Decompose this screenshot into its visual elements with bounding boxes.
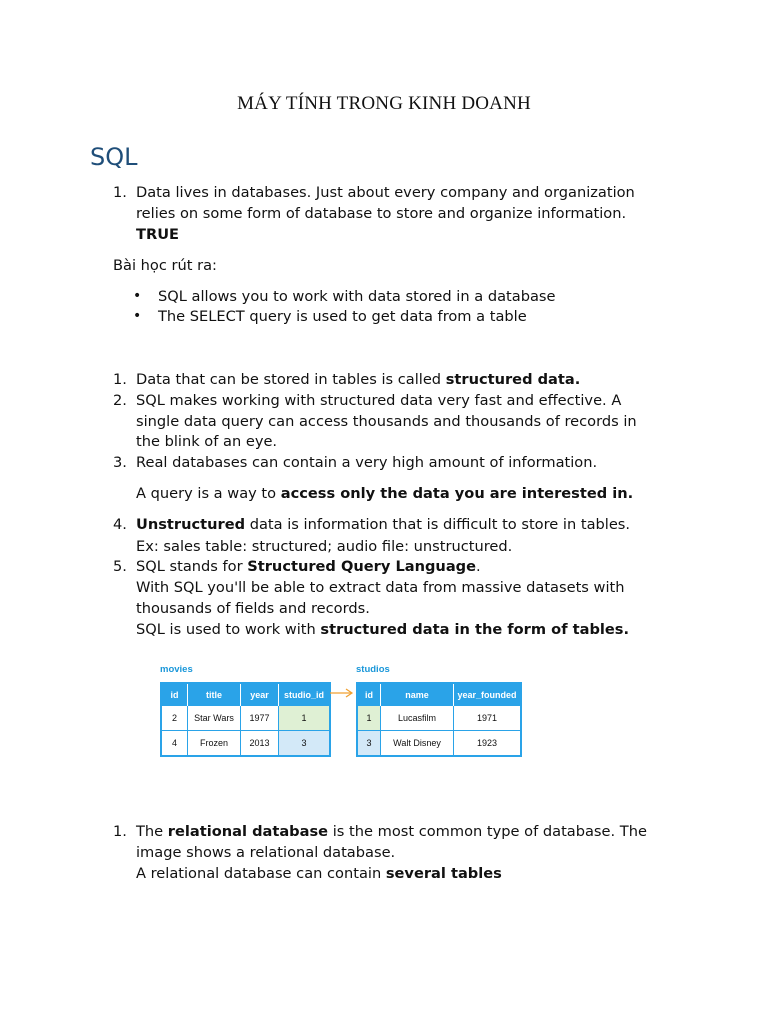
paragraph-line: SQL is used to work with structured data in the form of tables. [136,621,630,638]
table-cell-highlight: 1 [357,706,381,731]
table-cell: 2 [161,706,188,731]
paragraph-line: the blink of an eye. [136,433,278,450]
movies-table [160,682,331,757]
list-number: 1. [113,184,127,201]
paragraph-line: image shows a relational database. [136,844,396,861]
table-cell: 4 [161,731,188,757]
table-row [161,731,330,757]
list-number: 3. [113,454,127,471]
table-cell: Walt Disney [381,731,454,757]
paragraph-line: A relational database can contain several tables [136,865,502,882]
paragraph-line: Real databases can contain a very high amount of information. [136,454,598,471]
arrow-icon [329,686,355,700]
sql-heading: SQL [90,143,138,171]
table-cell-highlight: 3 [357,731,381,757]
table-cell: 1977 [241,706,279,731]
list-number: 1. [113,371,127,388]
table-cell: Star Wars [188,706,241,731]
list-number: 1. [113,823,127,840]
table-cell: 1971 [454,706,522,731]
bullet-dot: • [133,308,142,324]
paragraph-line: single data query can access thousands and thousands of records in [136,413,637,430]
table-cell: Lucasfilm [381,706,454,731]
paragraph-line: SQL makes working with structured data very fast and effective. A [136,392,622,409]
lesson-bullet: The SELECT query is used to get data from a table [158,308,527,325]
list-number: 4. [113,516,127,533]
table-cell: 1923 [454,731,522,757]
paragraph-line: Data that can be stored in tables is called structured data. [136,371,581,388]
column-header: studio_id [279,683,331,706]
movies-table-label: movies [160,664,193,675]
document-title: MÁY TÍNH TRONG KINH DOANH [237,93,531,114]
bullet-dot: • [133,288,142,304]
table-cell: 2013 [241,731,279,757]
paragraph-line: Ex: sales table: structured; audio file: unstructured. [136,538,513,555]
studios-table-label: studios [356,664,390,675]
column-header: title [188,683,241,706]
column-header: year [241,683,279,706]
column-header: name [381,683,454,706]
paragraph-line: With SQL you'll be able to extract data from massive datasets with [136,579,625,596]
table-cell: Frozen [188,731,241,757]
paragraph-line: relies on some form of database to store and organize information. [136,205,627,222]
table-row [357,731,521,757]
query-note: A query is a way to access only the data you are interested in. [136,485,634,502]
paragraph-line: Data lives in databases. Just about every company and organization [136,184,635,201]
list-number: 5. [113,558,127,575]
column-header: id [357,683,381,706]
answer-true: TRUE [136,226,180,243]
table-row [357,706,521,731]
paragraph-line: The relational database is the most common type of database. The [136,823,647,840]
table-cell-highlight: 3 [279,731,331,757]
column-header: id [161,683,188,706]
studios-table [356,682,522,757]
table-row [161,706,330,731]
paragraph-line: thousands of fields and records. [136,600,370,617]
list-number: 2. [113,392,127,409]
column-header: year_founded [454,683,522,706]
paragraph-line: SQL stands for Structured Query Language. [136,558,481,575]
lesson-bullet: SQL allows you to work with data stored in a database [158,288,556,305]
paragraph-line: Unstructured data is information that is difficult to store in tables. [136,516,631,533]
table-cell-highlight: 1 [279,706,331,731]
lesson-label: Bài học rút ra: [113,257,217,274]
